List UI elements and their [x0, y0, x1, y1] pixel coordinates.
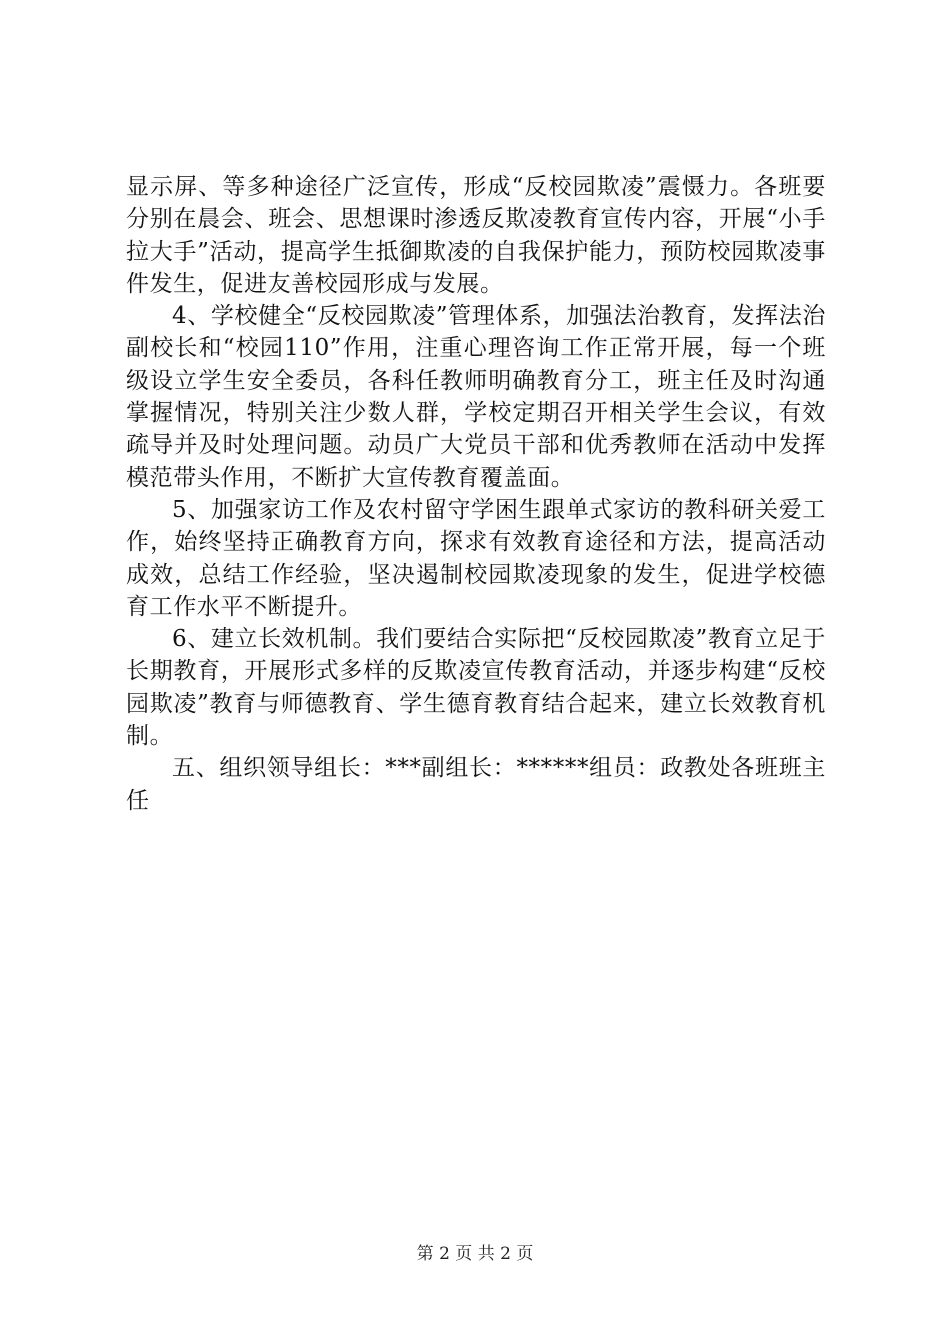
- paragraph-item-6: 6、建立长效机制。我们要结合实际把“反校园欺凌”教育立足于长期教育，开展形式多样的反欺凌宣传教育活动，并逐步构建“反校园欺凌”教育与师德教育、学生德育教育结合起来，建立长效教育机制。: [126, 626, 826, 750]
- paragraph-section-5: 五、组织领导组长：***副组长：******组员：政教处各班班主任: [126, 755, 826, 814]
- paragraph-item-4: 4、学校健全“反校园欺凌”管理体系，加强法治教育，发挥法治副校长和“校园110”作用，注重心理咨询工作正常开展，每一个班级设立学生安全委员，各科任教师明确教育分工，班主任及时沟通掌握情况，特别关注少数人群，学校定期召开相关学生会议，有效疏导并及时处理问题。动员广大党员干部和优秀教师在活动中发挥模范带头作用，不断扩大宣传教育覆盖面。: [126, 303, 826, 491]
- document-body: [126, 171, 826, 817]
- paragraph-item-5: 5、加强家访工作及农村留守学困生跟单式家访的教科研关爱工作，始终坚持正确教育方向，探求有效教育途径和方法，提高活动成效，总结工作经验，坚决遏制校园欺凌现象的发生，促进学校德育工作水平不断提升。: [126, 496, 826, 620]
- paragraph-continuation: 显示屏、等多种途径广泛宣传，形成“反校园欺凌”震慑力。各班要分别在晨会、班会、思想课时渗透反欺凌教育宣传内容，开展“小手拉大手”活动，提高学生抵御欺凌的自我保护能力，预防校园欺凌事件发生，促进友善校园形成与发展。: [126, 174, 826, 297]
- page-number-footer: 第 2 页 共 2 页: [416, 1244, 534, 1264]
